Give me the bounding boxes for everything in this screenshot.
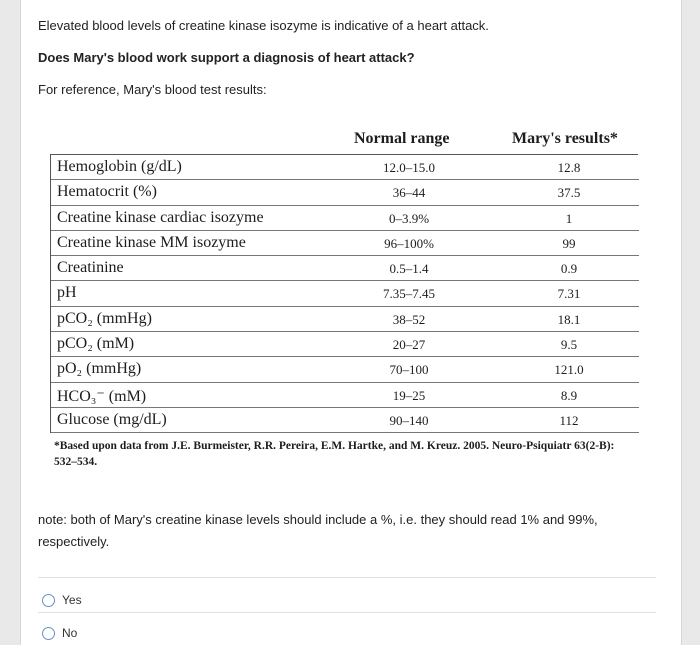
results-table xyxy=(50,155,639,433)
row-label: Hemoglobin (g/dL) xyxy=(57,158,182,175)
marys-results-header: Mary's results* xyxy=(512,130,618,147)
row-normal-range: 19–25 xyxy=(392,387,426,403)
row-marys-result: 18.1 xyxy=(557,311,581,327)
question-prompt: Does Mary's blood work support a diagnosis of heart attack? xyxy=(38,50,415,65)
row-marys-result: 7.31 xyxy=(557,286,581,302)
radio-button-icon[interactable] xyxy=(42,627,55,640)
reference-text: For reference, Mary's blood test results: xyxy=(38,82,267,97)
row-label: Hematocrit (%) xyxy=(57,183,157,201)
option-no[interactable] xyxy=(42,626,77,640)
row-marys-result: 9.5 xyxy=(560,337,578,353)
row-marys-result: 0.9 xyxy=(560,261,578,277)
table-row xyxy=(51,206,639,231)
table-row xyxy=(51,231,639,256)
row-normal-range: 96–100% xyxy=(384,235,434,251)
table-row xyxy=(51,357,639,382)
table-row xyxy=(51,155,639,180)
table-row xyxy=(51,383,639,408)
divider xyxy=(38,612,656,613)
row-label: Glucose (mg/dL) xyxy=(57,410,167,428)
row-normal-range: 12.0–15.0 xyxy=(383,160,435,175)
row-normal-range: 70–100 xyxy=(389,362,429,378)
row-marys-result: 99 xyxy=(562,235,576,251)
row-label: Creatine kinase cardiac isozyme xyxy=(57,208,264,226)
blood-test-table-image xyxy=(46,128,644,478)
question-statement: Elevated blood levels of creatine kinase isozyme is indicative of a heart attack. xyxy=(38,18,489,33)
table-row xyxy=(51,307,639,332)
row-normal-range: 0–3.9% xyxy=(388,210,430,226)
table-footnote: *Based upon data from J.E. Burmeister, R.R. Pereira, E.M. Hartke, and M. Kreuz. 2005. Neuro-Psiquiatr 63(2-B): 532–534. xyxy=(54,440,615,468)
table-row xyxy=(51,408,639,433)
option-label: No xyxy=(62,626,78,640)
table-row xyxy=(51,180,639,205)
note-text: note: both of Mary's creatine kinase levels should include a %, i.e. they should read 1% and 99%, respectively. xyxy=(38,512,598,549)
option-yes[interactable] xyxy=(42,593,82,607)
row-marys-result: 112 xyxy=(559,412,579,428)
row-normal-range: 0.5–1.4 xyxy=(389,261,429,277)
row-label: pCO₂ (mM) xyxy=(57,335,135,353)
row-marys-result: 12.8 xyxy=(557,160,581,175)
divider xyxy=(38,577,656,578)
table-row xyxy=(51,256,639,281)
row-marys-result: 37.5 xyxy=(557,185,581,201)
row-label: Creatinine xyxy=(57,259,124,277)
row-normal-range: 20–27 xyxy=(392,337,426,353)
normal-range-header: Normal range xyxy=(354,130,450,147)
row-label: pH xyxy=(57,284,77,302)
radio-button-icon[interactable] xyxy=(42,594,55,607)
table-row xyxy=(51,281,639,306)
row-marys-result: 121.0 xyxy=(554,362,584,378)
option-label: Yes xyxy=(62,593,82,607)
row-normal-range: 38–52 xyxy=(392,311,426,327)
row-label: pO₂ (mmHg) xyxy=(57,360,142,378)
row-marys-result: 8.9 xyxy=(560,387,578,403)
row-normal-range: 36–44 xyxy=(392,185,426,201)
row-label: pCO₂ (mmHg) xyxy=(57,309,152,327)
row-label: HCO₃⁻ (mM) xyxy=(57,387,147,405)
row-marys-result: 1 xyxy=(565,210,573,226)
table-row xyxy=(51,332,639,357)
row-label: Creatine kinase MM isozyme xyxy=(57,233,246,251)
row-normal-range: 90–140 xyxy=(389,412,429,428)
row-normal-range: 7.35–7.45 xyxy=(383,286,435,302)
